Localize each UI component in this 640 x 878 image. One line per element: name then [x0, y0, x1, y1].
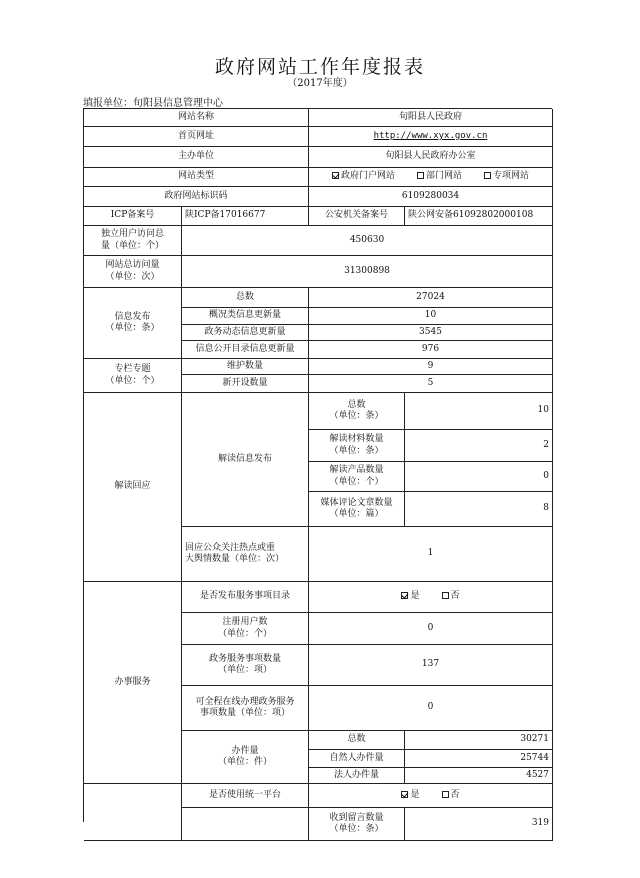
catalog-no-label: 否	[450, 591, 460, 602]
sponsor-value: 旬阳县人民政府办公室	[309, 147, 553, 168]
interaction-label-cell	[84, 784, 182, 841]
report-table	[83, 108, 552, 834]
interpret-material-label: 解读材料数量 （单位：条）	[309, 430, 405, 462]
cases-total-value: 30271	[405, 731, 553, 750]
checkbox-checked-icon	[401, 791, 408, 798]
column-label: 专栏专题 （单位：个）	[84, 359, 182, 393]
homepage-link[interactable]: http://www.xyx.gov.cn	[373, 130, 488, 141]
cases-natural-label: 自然人办件量	[309, 750, 405, 768]
interpret-publish-label: 解读信息发布	[182, 393, 309, 527]
service-users-label: 注册用户数 （单位：个）	[182, 613, 309, 645]
platform-option-no[interactable]	[442, 790, 460, 801]
messages-value: 319	[405, 808, 553, 841]
reporting-unit: 填报单位：旬阳县信息管理中心	[83, 98, 223, 109]
interpret-respond-label: 回应公众关注热点或重 大舆情数量（单位：次）	[182, 527, 309, 582]
checkbox-empty-icon	[442, 592, 449, 599]
interpret-product-value: 0	[405, 462, 553, 492]
report-title: 政府网站工作年度报表	[214, 56, 425, 78]
interpret-media-label: 媒体评论文章数量 （单位：篇）	[309, 492, 405, 527]
interpret-respond-value: 1	[309, 527, 553, 582]
cases-legal-label: 法人办件量	[309, 768, 405, 784]
catalog-option-yes[interactable]	[401, 591, 419, 602]
checkbox-checked-icon	[332, 172, 339, 179]
site-code-value: 6109280034	[309, 187, 553, 207]
platform-no-label: 否	[450, 789, 460, 800]
police-value: 陕公网安备61092802000108	[405, 207, 553, 226]
service-online-value: 0	[309, 686, 553, 731]
interpret-media-value: 8	[405, 492, 553, 527]
column-maintain-value: 9	[309, 359, 553, 375]
service-items-label: 政务服务事项数量 （单位：项）	[182, 645, 309, 686]
column-new-value: 5	[309, 375, 553, 393]
info-total-label: 总数	[182, 288, 309, 308]
interpret-total-value: 10	[405, 393, 553, 430]
info-overview-value: 10	[309, 308, 553, 325]
homepage-cell	[309, 127, 553, 147]
info-news-value: 3545	[309, 325, 553, 341]
platform-options	[309, 784, 553, 808]
site-type-options	[309, 168, 553, 187]
site-type-label: 网站类型	[84, 168, 309, 187]
pv-label: 网站总访问量 （单位：次）	[84, 256, 182, 288]
site-name-label: 网站名称	[84, 109, 309, 127]
service-online-label: 可全程在线办理政务服务 事项数量（单位：项）	[182, 686, 309, 731]
messages-blank-cell	[182, 808, 309, 841]
icp-value: 陕ICP备17016677	[182, 207, 309, 226]
police-label: 公安机关备案号	[309, 207, 405, 226]
sponsor-label: 主办单位	[84, 147, 309, 168]
service-users-value: 0	[309, 613, 553, 645]
type-option-department-label: 部门网站	[425, 171, 462, 182]
info-release-label: 信息发布 （单位：条）	[84, 288, 182, 359]
interpret-material-value: 2	[405, 430, 553, 462]
service-cases-label: 办件量 （单位：件）	[182, 731, 309, 784]
site-code-label: 政府网站标识码	[84, 187, 309, 207]
column-new-label: 新开设数量	[182, 375, 309, 393]
interpret-product-label: 解读产品数量 （单位：个）	[309, 462, 405, 492]
icp-label: ICP备案号	[84, 207, 182, 226]
cases-total-label: 总数	[309, 731, 405, 750]
cases-legal-value: 4527	[405, 768, 553, 784]
site-name-value: 旬阳县人民政府	[309, 109, 553, 127]
catalog-option-no[interactable]	[442, 591, 460, 602]
checkbox-checked-icon	[401, 592, 408, 599]
type-option-department[interactable]	[417, 171, 462, 182]
interpret-total-label: 总数 （单位：条）	[309, 393, 405, 430]
service-catalog-label: 是否发布服务事项目录	[182, 582, 309, 613]
info-overview-label: 概况类信息更新量	[182, 308, 309, 325]
platform-yes-label: 是	[410, 789, 420, 800]
checkbox-empty-icon	[417, 172, 424, 179]
uv-label: 独立用户访问总 量（单位：个）	[84, 226, 182, 256]
info-total-value: 27024	[309, 288, 553, 308]
column-maintain-label: 维护数量	[182, 359, 309, 375]
info-public-value: 976	[309, 341, 553, 359]
interpret-label: 解读回应	[84, 393, 182, 582]
type-option-portal[interactable]	[332, 171, 395, 182]
uv-value: 450630	[182, 226, 553, 256]
report-year: （2017年度）	[287, 78, 353, 89]
platform-label: 是否使用统一平台	[182, 784, 309, 808]
catalog-yes-label: 是	[410, 591, 420, 602]
cases-natural-value: 25744	[405, 750, 553, 768]
checkbox-empty-icon	[442, 791, 449, 798]
type-option-special-label: 专项网站	[493, 171, 530, 182]
checkbox-empty-icon	[484, 172, 491, 179]
platform-option-yes[interactable]	[401, 790, 419, 801]
pv-value: 31300898	[182, 256, 553, 288]
homepage-label: 首页网址	[84, 127, 309, 147]
service-label: 办事服务	[84, 582, 182, 784]
service-catalog-options	[309, 582, 553, 613]
info-news-label: 政务动态信息更新量	[182, 325, 309, 341]
type-option-portal-label: 政府门户网站	[340, 171, 395, 182]
info-public-label: 信息公开目录信息更新量	[182, 341, 309, 359]
messages-label: 收到留言数量 （单位：条）	[309, 808, 405, 841]
type-option-special[interactable]	[484, 171, 529, 182]
service-items-value: 137	[309, 645, 553, 686]
